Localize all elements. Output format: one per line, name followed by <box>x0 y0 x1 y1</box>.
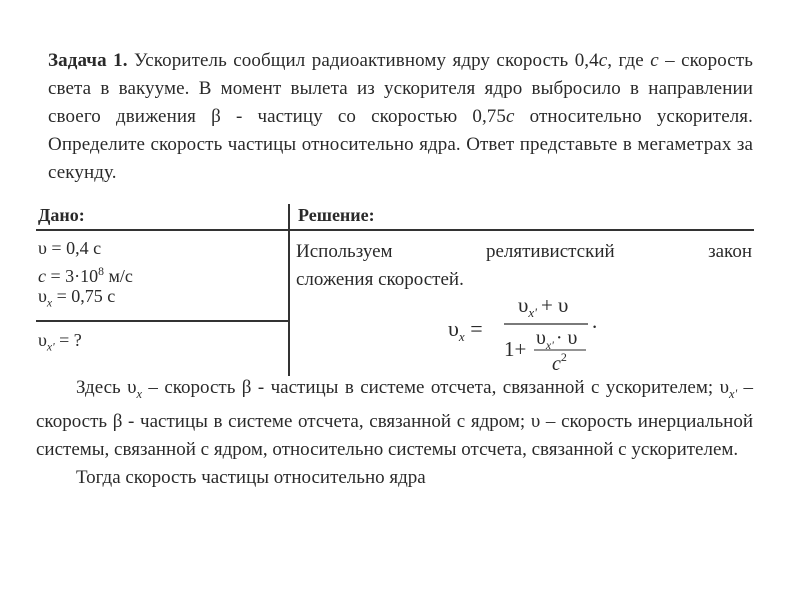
conclusion-line: Тогда скорость частицы относительно ядра <box>76 466 426 488</box>
formula-numerator: $\upsilon_{x'} + \upsilon$ <box>518 293 569 320</box>
problem-text-2: , где <box>607 50 651 71</box>
column-divider <box>288 204 290 376</box>
problem-text-1: Ускоритель сообщил радиоактивному ядру скорость 0,4 <box>127 50 599 71</box>
formula-inner-numerator: $\upsilon_{x'} \cdot \upsilon$ <box>536 327 578 352</box>
given-particle-speed: $\upsilon_x = 0,75$ c <box>38 286 116 310</box>
problem-text-4: относительно ускорителя. Определите скорость частицы относительно ядра. Ответ представьте в мегаметрах за секунду. <box>48 106 753 183</box>
given-header: Дано: <box>38 205 85 225</box>
solution-header: Решение: <box>298 205 375 225</box>
header-underline <box>36 229 754 231</box>
problem-label: Задача 1. <box>48 50 128 71</box>
unknown-value: $\upsilon_{x'}$ = ? <box>38 330 82 354</box>
given-unknown-divider <box>36 320 289 322</box>
speed-of-light-symbol: c <box>506 106 515 127</box>
given-speed-of-light: $c = 3\cdot 10^8$ м/с <box>38 265 133 286</box>
solution-intro: Используем релятивистский закон сложения скоростей. <box>296 241 752 290</box>
formula-denominator-one: 1+ <box>504 337 527 361</box>
speed-of-light-symbol: c <box>598 50 608 71</box>
given-values <box>38 236 133 308</box>
speed-of-light-symbol: c <box>650 50 659 71</box>
velocity-addition-formula <box>448 290 618 376</box>
given-initial-speed: υ = 0,4 c <box>38 238 102 258</box>
formula-lhs: $\upsilon_x$ = <box>448 316 483 344</box>
problem-text-3: – скорость света в вакууме. В момент вылета из ускорителя ядро выбросило в направлении своего движения β - частицу со скоростью 0,75 <box>48 50 753 127</box>
formula-inner-denominator: $c^2$ <box>552 350 567 375</box>
explanation <box>36 374 753 492</box>
problem-statement <box>48 47 753 187</box>
formula-dot: . <box>592 309 598 333</box>
explanation-paragraph: Здесь $\upsilon_x$ – скорость β - частицы в системе отсчета, связанной с ускорителем; $\upsilon_{x'}$ – скорость β - частицы в системе отсчета, связанной с ядром; υ – скорость инерциальной системы, связанной с ядром, относительно системы отсчета, связанной с ускорителем. <box>36 377 754 460</box>
